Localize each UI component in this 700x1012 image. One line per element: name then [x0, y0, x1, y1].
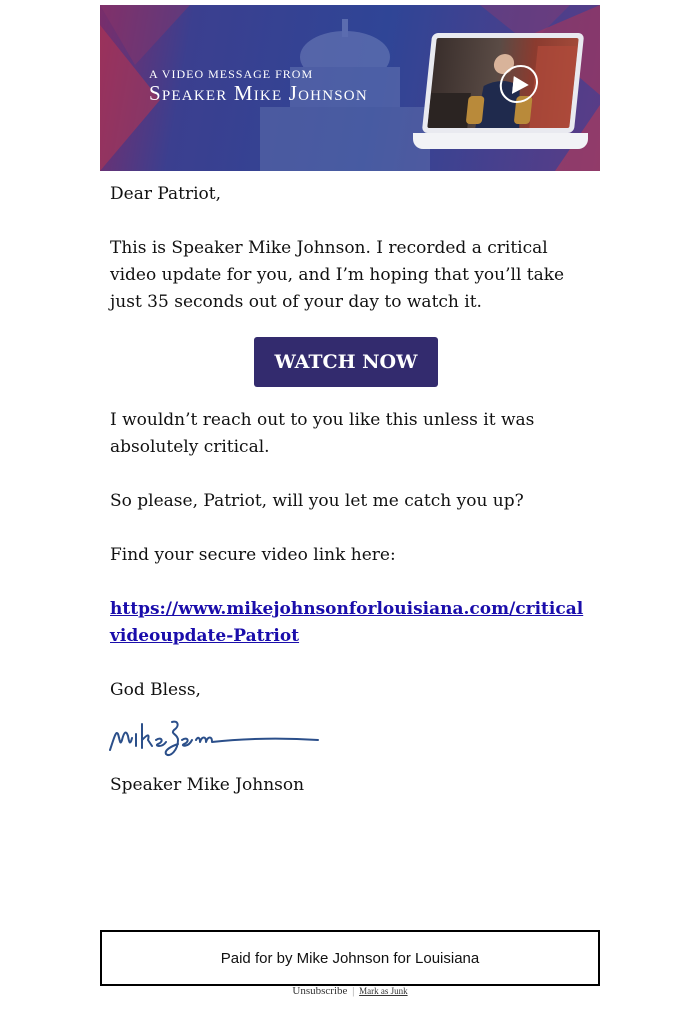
- closing: God Bless,: [110, 680, 201, 700]
- catch-up-paragraph: So please, Patriot, will you let me catch you up?: [110, 491, 524, 511]
- find-link-paragraph: Find your secure video link here:: [110, 545, 396, 565]
- laptop-base: [413, 133, 588, 149]
- footer-separator: |: [352, 985, 355, 997]
- signature-image: [106, 710, 326, 762]
- banner-title: Speaker Mike Johnson: [149, 81, 368, 105]
- play-icon: [512, 76, 530, 94]
- cta-wrapper: [110, 337, 592, 387]
- video-frame: [427, 38, 578, 128]
- banner-kicker: A VIDEO MESSAGE FROM: [149, 67, 314, 81]
- intro-paragraph: This is Speaker Mike Johnson. I recorded a critical video update for you, and I’m hoping that you’ll take just 35 seconds out of your day to watch it.: [110, 238, 565, 312]
- email-body: [100, 181, 600, 799]
- watch-now-button[interactable]: WATCH NOW: [254, 337, 438, 387]
- footer-links: [100, 985, 600, 997]
- critical-paragraph: I wouldn’t reach out to you like this unless it was absolutely critical.: [110, 410, 535, 457]
- signer-name: Speaker Mike Johnson: [110, 775, 305, 795]
- mark-as-junk-link[interactable]: Mark as Junk: [359, 986, 408, 996]
- greeting: Dear Patriot,: [110, 184, 222, 204]
- paid-for-text: Paid for by Mike Johnson for Louisiana: [220, 949, 480, 967]
- email-container: [100, 5, 600, 799]
- paid-for-disclaimer: [100, 930, 600, 986]
- video-link[interactable]: https://www.mikejohnsonforlouisiana.com/criticalvideoupdate-Patriot: [110, 599, 584, 646]
- video-banner[interactable]: [100, 5, 600, 171]
- unsubscribe-link[interactable]: Unsubscribe: [292, 985, 348, 997]
- video-link-paragraph: [110, 596, 592, 650]
- laptop-video-thumbnail[interactable]: [413, 33, 588, 155]
- laptop-screen: [422, 33, 585, 133]
